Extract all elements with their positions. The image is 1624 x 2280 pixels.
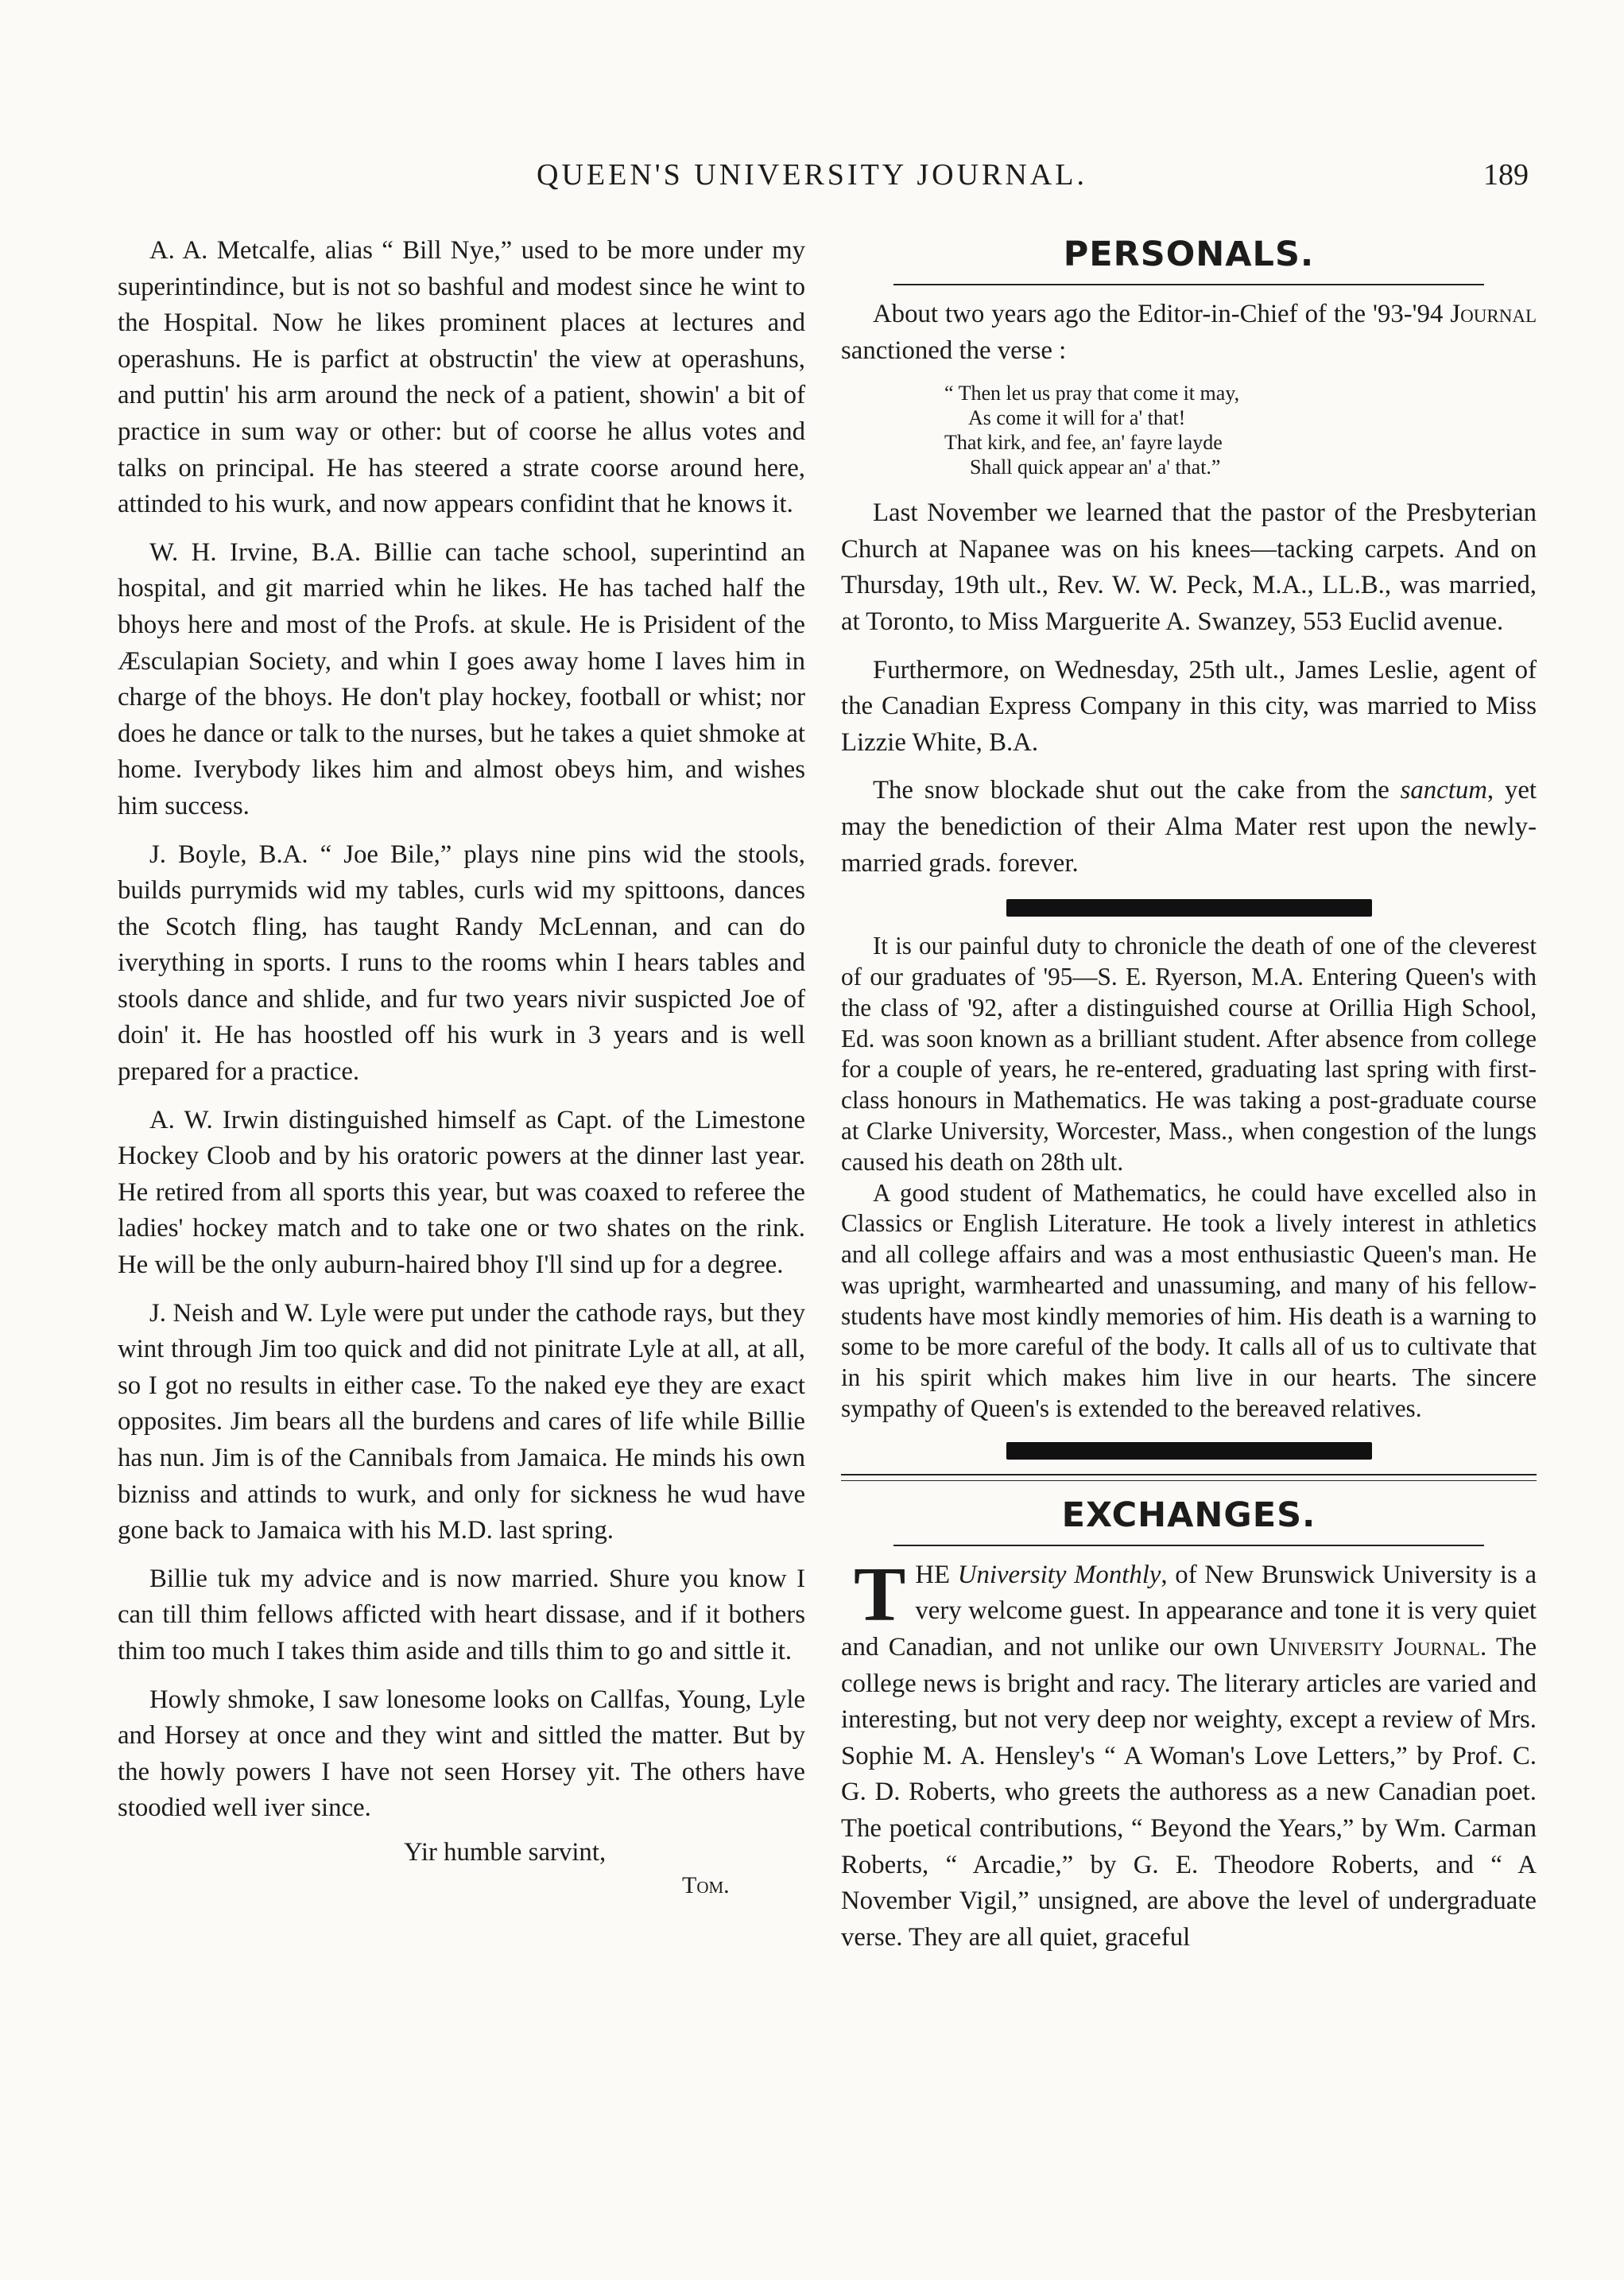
- text-run: , of New Brunswick University is a very welcome guest. In appearance and tone it is very quiet and Canadian, and not unlike our own: [841, 1560, 1537, 1662]
- signoff: Yir humble sarvint,: [404, 1837, 607, 1867]
- paragraph-irvine: W. H. Irvine, B.A. Billie can tache school, superintind an hospital, and git married whin he likes. He has tached half the bhoys here and most of the Profs. at skule. He is Prisident of the Æsculapian Society, and whin I goes away home I laves him in charge of the bhoys. He don't play hockey, football or whist; nor does he dance or talk to the nurses, but he takes a quiet shmoke at home. Iverybody likes him and almost obeys him, and wishes him success.: [118, 537, 805, 820]
- paragraph-howly-shmoke: Howly shmoke, I saw lonesome looks on Callfas, Young, Lyle and Horsey at once and they wint and sittled the matter. But by the howly powers I have not seen Horsey yit. The others have stoodied well iver since.: [118, 1685, 805, 1823]
- personals-paragraph-2: Last November we learned that the pastor of the Presbyterian Church at Napanee was on his knees—tacking carpets. And on Thursday, 19th ult., Rev. W. W. Peck, M.A., LL.B., was married, at Toronto, to Miss Marguerite A. Swanzey, 553 Euclid avenue.: [841, 498, 1537, 636]
- mourning-bar-bottom: [1006, 1442, 1372, 1460]
- text-run: . The college news is bright and racy. The literary articles are varied and interesting, but not very deep nor weighty, except a review of Mrs. Sophie M. A. Hensley's “ A Woman's Love Letters,” by Prof. C. G. D. Roberts, who greets the authoress as a new Canadian poet. The poetical contributions, “ Beyond the Years,” by Wm. Carman Roberts, “ Arcadie,” by G. E. Theodore Roberts, and “ A November Vigil,” unsigned, are above the level of undergraduate verse. They are all quiet, graceful: [841, 1633, 1537, 1952]
- personals-paragraph-1: [841, 297, 1537, 369]
- paragraph-irwin: A. W. Irwin distinguished himself as Capt. of the Limestone Hockey Cloob and by his oratoric powers at the dinner last year. He retired from all sports this year, but was coaxed to referee the ladies' hockey match and to take one or two shates on the rink. He will be the only auburn-haired bhoy I'll sind up for a degree.: [118, 1105, 805, 1280]
- signature: Tom.: [682, 1871, 730, 1898]
- paragraph-metcalfe: A. A. Metcalfe, alias “ Bill Nye,” used to be more under my superintindince, but is not so bashful and modest since he wint to the Hospital. Now he likes prominent places at lectures and operashuns. He is parfict at obstructin' the view at operashuns, and puttin' his arm around the neck of a patient, showin' a bit of practice in sum way or other: but of coorse he allus votes and talks on principal. He has steered a strate coorse around here, attinded to his wurk, and now appears confidint that he knows it.: [118, 236, 805, 519]
- text-run: The snow blockade shut out the cake from the: [873, 776, 1401, 805]
- exchanges-heading: EXCHANGES.: [1061, 1495, 1316, 1535]
- drop-cap: T: [854, 1551, 906, 1638]
- text-run: , yet may the benediction of their Alma Mater rest upon the newly-married grads. forever.: [841, 776, 1537, 878]
- mourning-bar-top: [1006, 899, 1372, 917]
- paragraph-billie: Billie tuk my advice and is now married. Shure you know I can till thim fellows afficted with heart dissase, and if it bothers thim too much I takes thim aside and tills thim to go and sittle it.: [118, 1564, 805, 1665]
- personals-paragraph-4: [841, 773, 1537, 882]
- page-header: [0, 157, 1624, 202]
- journal-title: QUEEN'S UNIVERSITY JOURNAL.: [537, 158, 1087, 192]
- publication-title: University Monthly: [957, 1560, 1161, 1589]
- section-divider: [841, 1474, 1537, 1481]
- journal-name: Journal: [1450, 300, 1537, 328]
- obituary-paragraph-1: It is our painful duty to chronicle the death of one of the cleverest of our graduates of '95—S. E. Ryerson, M.A. Entering Queen's with the class of '92, after a distinguished course at Orillia High School, Ed. was soon known as a brilliant student. After absence from college for a couple of years, he re-entered, graduating last spring with first-class honours in Mathematics. He was taking a post-graduate course at Clarke University, Worcester, Mass., when congestion of the lungs caused his death on 28th ult.: [841, 932, 1537, 1176]
- paragraph-neish-lyle: J. Neish and W. Lyle were put under the cathode rays, but they wint through Jim too quick and did not pinitrate Lyle at all, at all, so I got no results in either case. To the naked eye they are exact opposites. Jim bears all the burdens and cares of life while Billie has nun. Jim is of the Cannibals from Jamaica. He minds his own bizniss and attinds to wurk, and only for sickness he wud have gone back to Jamaica with his M.D. last spring.: [118, 1298, 805, 1545]
- verse-line: “ Then let us pray that come it may,: [944, 382, 1240, 405]
- verse-line: Shall quick appear an' a' that.”: [970, 456, 1221, 479]
- journal-name: University Journal: [1268, 1633, 1480, 1662]
- text-run: sanctioned the verse :: [841, 335, 1067, 365]
- emphasis: sanctum: [1400, 776, 1487, 805]
- right-column: [841, 233, 1537, 1968]
- text-run: About two years ago the Editor-in-Chief of the '93-'94: [873, 300, 1451, 328]
- obituary: [841, 931, 1537, 1425]
- obituary-paragraph-2: A good student of Mathematics, he could have excelled also in Classics or English Literature. He took a lively interest in athletics and all college affairs and was a most enthusiastic Queen's man. He was upright, warmhearted and unassuming, and many of his fellow-students have most kindly memories of him. His death is a warning to some to be more careful of the body. It calls all of us to cultivate that in his spirit which makes him live in our hearts. The sincere sympathy of Queen's is extended to the bereaved relatives.: [841, 1178, 1537, 1423]
- paragraph-boyle: J. Boyle, B.A. “ Joe Bile,” plays nine pins wid the stools, builds purrymids wid my tables, curls wid my spittoons, dances the Scotch fling, has taught Randy McLennan, and can do iverything in sports. I runs to the rooms whin I hears tables and stools dance and shlide, and fur two years nivir suspicted Joe of doin' it. He has hoostled off his wurk in 3 years and is well prepared for a practice.: [118, 839, 805, 1087]
- text-run: HE: [915, 1560, 958, 1589]
- heading-rule: [893, 1545, 1485, 1546]
- exchanges-paragraph: [841, 1551, 1537, 1956]
- verse-quote: [841, 381, 1537, 479]
- page-number: 189: [1483, 158, 1529, 192]
- verse-line: That kirk, and fee, an' fayre layde: [944, 431, 1223, 455]
- personals-heading: PERSONALS.: [1063, 235, 1315, 274]
- personals-paragraph-3: Furthermore, on Wednesday, 25th ult., James Leslie, agent of the Canadian Express Company in this city, was married to Miss Lizzie White, B.A.: [841, 655, 1537, 757]
- left-column: [118, 233, 805, 1902]
- heading-rule: [893, 284, 1485, 285]
- verse-line: As come it will for a' that!: [968, 406, 1186, 430]
